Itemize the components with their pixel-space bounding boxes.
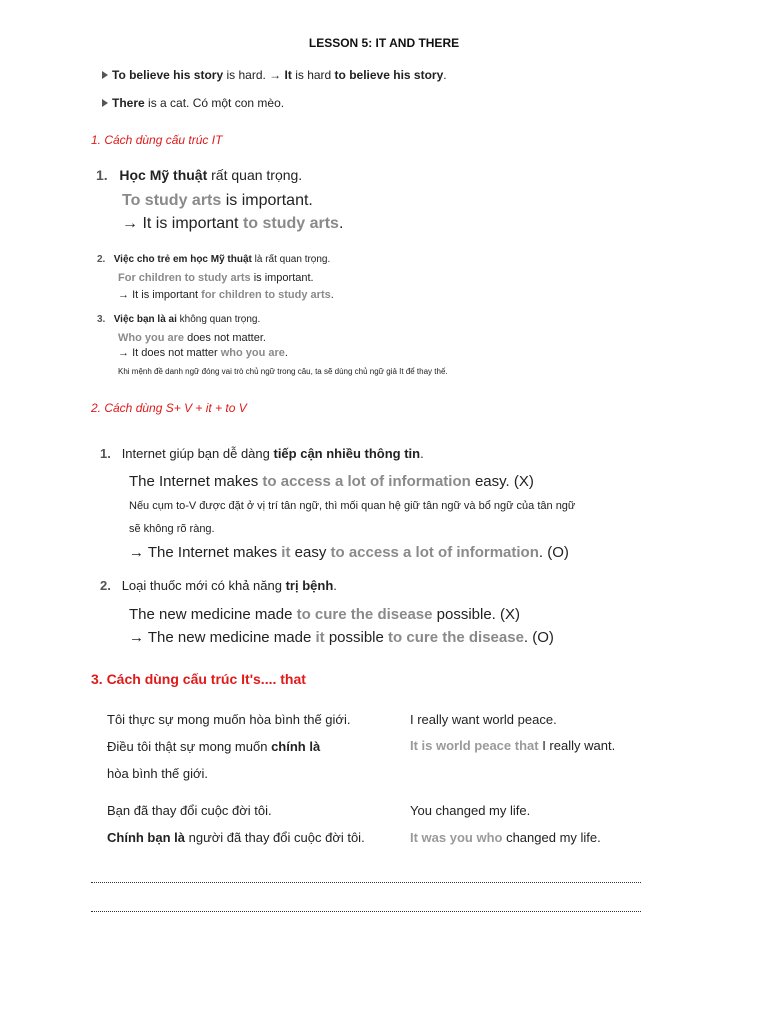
s3-row5-vietnamese: Chính bạn là người đã thay đổi cuộc đời tôi. — [107, 830, 365, 845]
intro-example-1: To believe his story is hard. → It is hard to believe his story. — [102, 68, 447, 82]
s1-item3-vietnamese: 3. Việc bạn là ai không quan trọng. — [97, 314, 261, 325]
s2-item2-english-2: → The new medicine made it possible to cure the disease. (O) — [129, 629, 554, 646]
s2-item2-english-1: The new medicine made to cure the disease possible. (X) — [129, 606, 521, 623]
s2-item2-vietnamese: 2. Loại thuốc mới có khả năng trị bệnh. — [100, 578, 337, 593]
s1-item1-english-2: → It is important to study arts. — [122, 215, 344, 232]
s3-row1-vietnamese: Tôi thực sự mong muốn hòa bình thế giới. — [107, 712, 351, 727]
s1-item3-note: Khi mệnh đề danh ngữ đóng vai trò chủ ngữ trong câu, ta sẽ dùng chủ ngữ giả It để thay thế. — [118, 367, 448, 376]
s3-row4-vietnamese: Bạn đã thay đổi cuộc đời tôi. — [107, 803, 272, 818]
s1-item1-english-1: To study arts is important. — [122, 192, 313, 209]
s3-row5-english: It was you who changed my life. — [410, 830, 601, 845]
s1-item2-english-1: For children to study arts is important. — [118, 272, 314, 284]
dotted-line-1 — [91, 882, 641, 883]
s3-row4-english: You changed my life. — [410, 803, 531, 818]
intro-example-2: There is a cat. Có một con mèo. — [102, 96, 284, 110]
s1-item3-english-2: → It does not matter who you are. — [118, 347, 288, 359]
s3-row2-english: It is world peace that I really want. — [410, 738, 616, 753]
s2-item1-note-line-2: sẽ không rõ ràng. — [129, 523, 215, 535]
s1-item3-english-1: Who you are does not matter. — [118, 332, 266, 344]
triangle-bullet-icon — [102, 71, 108, 79]
s2-item1-vietnamese: 1. Internet giúp bạn dễ dàng tiếp cận nhiều thông tin. — [100, 446, 424, 461]
page-title: LESSON 5: IT AND THERE — [308, 36, 460, 50]
section-2-heading: 2. Cách dùng S+ V + it + to V — [91, 401, 247, 415]
section-3-heading: 3. Cách dùng cấu trúc It's.... that — [91, 671, 306, 687]
section-1-heading: 1. Cách dùng cấu trúc IT — [91, 133, 223, 147]
dotted-line-2 — [91, 911, 641, 912]
s1-item2-vietnamese: 2. Việc cho trẻ em học Mỹ thuật là rất quan trọng. — [97, 254, 331, 265]
triangle-bullet-icon — [102, 99, 108, 107]
s2-item1-note-line-1: Nếu cụm to-V được đặt ở vị trí tân ngữ, thì mối quan hệ giữ tân ngữ và bổ ngữ của tân ngữ — [129, 500, 576, 512]
s3-row3-vietnamese: hòa bình thế giới. — [107, 766, 209, 781]
s1-item1-vietnamese: 1. Học Mỹ thuật rất quan trọng. — [96, 167, 303, 183]
s3-row1-english: I really want world peace. — [410, 712, 557, 727]
s2-item1-english-1: The Internet makes to access a lot of information easy. (X) — [129, 473, 534, 490]
s2-item1-english-2: → The Internet makes it easy to access a lot of information. (O) — [129, 544, 569, 561]
s3-row2-vietnamese: Điều tôi thật sự mong muốn chính là — [107, 739, 321, 754]
s1-item2-english-2: → It is important for children to study arts. — [118, 289, 334, 301]
